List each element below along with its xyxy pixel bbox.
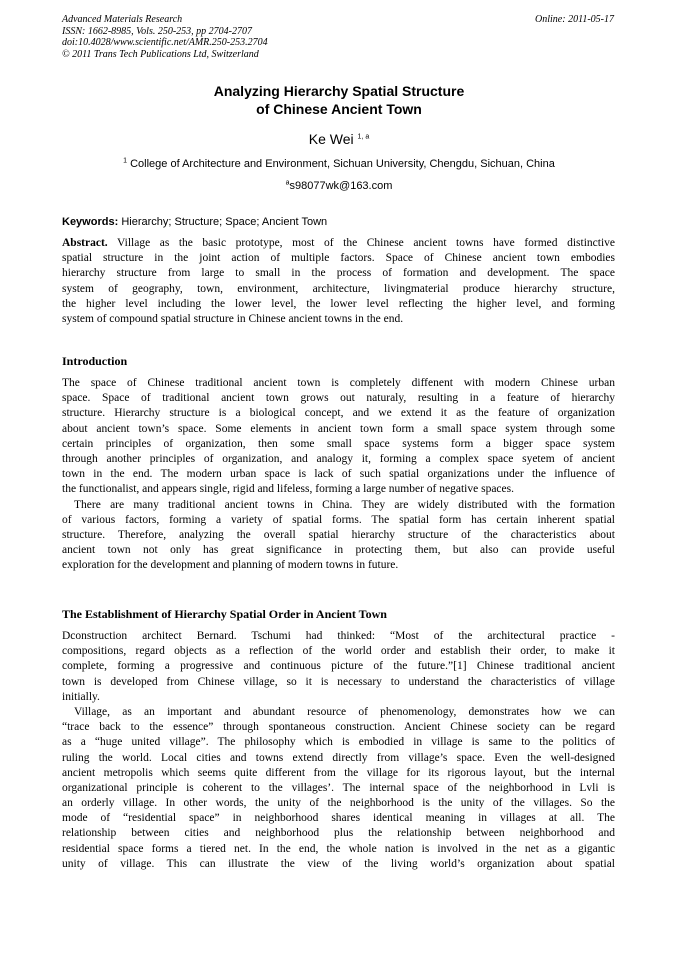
author-sup: 1, a	[357, 133, 370, 141]
section2-body	[62, 629, 615, 872]
abstract-line: Abstract. Village as the basic prototype, most of the Chinese ancient towns have formed distinctive	[62, 237, 615, 249]
email-sup: a	[285, 179, 290, 187]
affiliation-text: College of Architecture and Environment, Sichuan University, Chengdu, Sichuan, China	[130, 158, 555, 170]
abstract-label: Abstract.	[62, 237, 108, 249]
keywords-text: Hierarchy; Structure; Space; Ancient Town	[121, 216, 328, 228]
intro-line: town in the end. The modern urban space is lack of such spatial organizations under the influence of	[62, 468, 615, 481]
section2-line: as a “huge united village”. The philosophy which is embodied in village is same to the politics of	[62, 736, 615, 749]
section2-line: ancient metropolis which seems quite different from the village for its rigorous layout, but the internal	[62, 766, 615, 779]
online-date: Online: 2011-05-17	[535, 14, 614, 25]
intro-line: exploration for the development and planning of modern towns in future.	[62, 559, 399, 572]
intro-line: space. Space of traditional ancient town grows out naturaly, resulting in a feature of hierarchy	[62, 392, 615, 405]
abstract-line: hierarchy structure from large to small in the process of formation and development. The space	[62, 267, 615, 280]
affiliation-line	[0, 157, 678, 171]
intro-line: the functionalist, and appears single, rigid and lifeless, forming a large number of negative spaces.	[62, 483, 514, 496]
section2-line: relationship between cities and neighborhood plus the relationship between neighborhood and	[62, 827, 615, 840]
issn-line: ISSN: 1662-8985, Vols. 250-253, pp 2704-2707	[62, 25, 252, 37]
section2-line: Dconstruction architect Bernard. Tschumi had thinked: “Most of the architectural practice -	[62, 630, 615, 642]
intro-line: through another principles of organization, and analogy it, forming a complex space syetem of ancient	[62, 452, 615, 465]
intro-line: structure. Hierarchy structure is a biological concept, and we extend it as the feature of organization	[62, 407, 615, 420]
section2-line: residential space forms a tiered net. In the end, the whole nation is involved in the net as a gigantic	[62, 842, 615, 855]
journal-name: Advanced Materials Research	[62, 14, 183, 25]
section2-line: ruling the world. Local cities and towns extend directly from village’s space. Even the well-designed	[62, 751, 615, 764]
copyright-line: © 2011 Trans Tech Publications Ltd, Switzerland	[62, 48, 259, 60]
intro-line: ancient town not only has great significance in protecting them, but also can provide useful	[62, 544, 615, 557]
abstract-line: spatial structure in the joint action of multiple factors. Space of Chinese ancient town embodies	[62, 252, 615, 265]
introduction-heading: Introduction	[62, 354, 128, 368]
email-text: s98077wk@163.com	[289, 180, 393, 192]
section2-line: town is developed from Chinese village, so it is necessary to understand the characteristics of village	[62, 675, 615, 688]
affiliation-sup: 1	[123, 157, 128, 165]
keywords-line	[62, 215, 327, 229]
section2-line: an orderly village. In other words, the unity of the neighborhood is the unity of the villages. So the	[62, 797, 615, 810]
abstract-line: the higher level including the lower level, the lower level reflecting the higher level, and forming	[62, 297, 615, 310]
section2-line: “trace back to the essence” through spontaneous construction. Ancient Chinese society can be regard	[62, 721, 615, 734]
journal-header	[62, 14, 268, 60]
keywords-label: Keywords:	[62, 216, 119, 228]
intro-line: of various factors, forming a variety of spatial forms. The spatial form has certain inherent spatial	[62, 513, 615, 526]
author-line	[0, 130, 678, 148]
abstract-line: system of compound spatial structure in Chinese ancient towns in the end.	[62, 312, 404, 325]
author-name: Ke Wei	[308, 131, 354, 147]
intro-line: structure. Therefore, analyzing the overall spatial hierarchy structure of the characteristics about	[62, 528, 615, 541]
paper-title-line-1: Analyzing Hierarchy Spatial Structure	[213, 83, 465, 99]
intro-line: The space of Chinese traditional ancient town is completely diffenent with modern Chinese urban	[62, 377, 615, 389]
email-line	[0, 179, 678, 193]
section2-line: mode of “residential space” in neighborhood shares identical meaning in villages at all. The	[62, 812, 615, 825]
intro-line: certain principles of organization, then some small space systems form a bigger space system	[62, 437, 615, 450]
section2-line: unity of village. This can illustrate the view of the living world’s organization about spatial	[62, 857, 615, 870]
abstract-block	[62, 236, 615, 327]
section2-line: organizational principle is coherent to the villages’. The internal space of the neighborhood in Lvli is	[62, 781, 615, 794]
section2-line: complete, forming a progressive and continuous picture of the future.”[1] Chinese traditional ancient	[62, 660, 615, 673]
intro-line: about ancient town’s space. Some elements in ancient town form a small space system through some	[62, 422, 615, 435]
introduction-body	[62, 376, 615, 573]
section2-line: Village, as an important and abundant resource of phenomenology, demonstrates how we can	[74, 705, 615, 718]
section2-heading: The Establishment of Hierarchy Spatial Order in Ancient Town	[62, 607, 387, 621]
doi-line: doi:10.4028/www.scientific.net/AMR.250-253.2704	[62, 37, 268, 48]
section2-line: initially.	[62, 690, 100, 703]
intro-line: There are many traditional ancient towns in China. They are widely distributed with the formation	[74, 498, 615, 511]
section2-line: compositions, regard objects as a reflection of the world order and establish their order, to make it	[62, 645, 615, 658]
paper-title-line-2: of Chinese Ancient Town	[256, 101, 422, 117]
abstract-line: system of geography, town, environment, architecture, livingmaterial produce hierarchy structure,	[62, 282, 615, 295]
